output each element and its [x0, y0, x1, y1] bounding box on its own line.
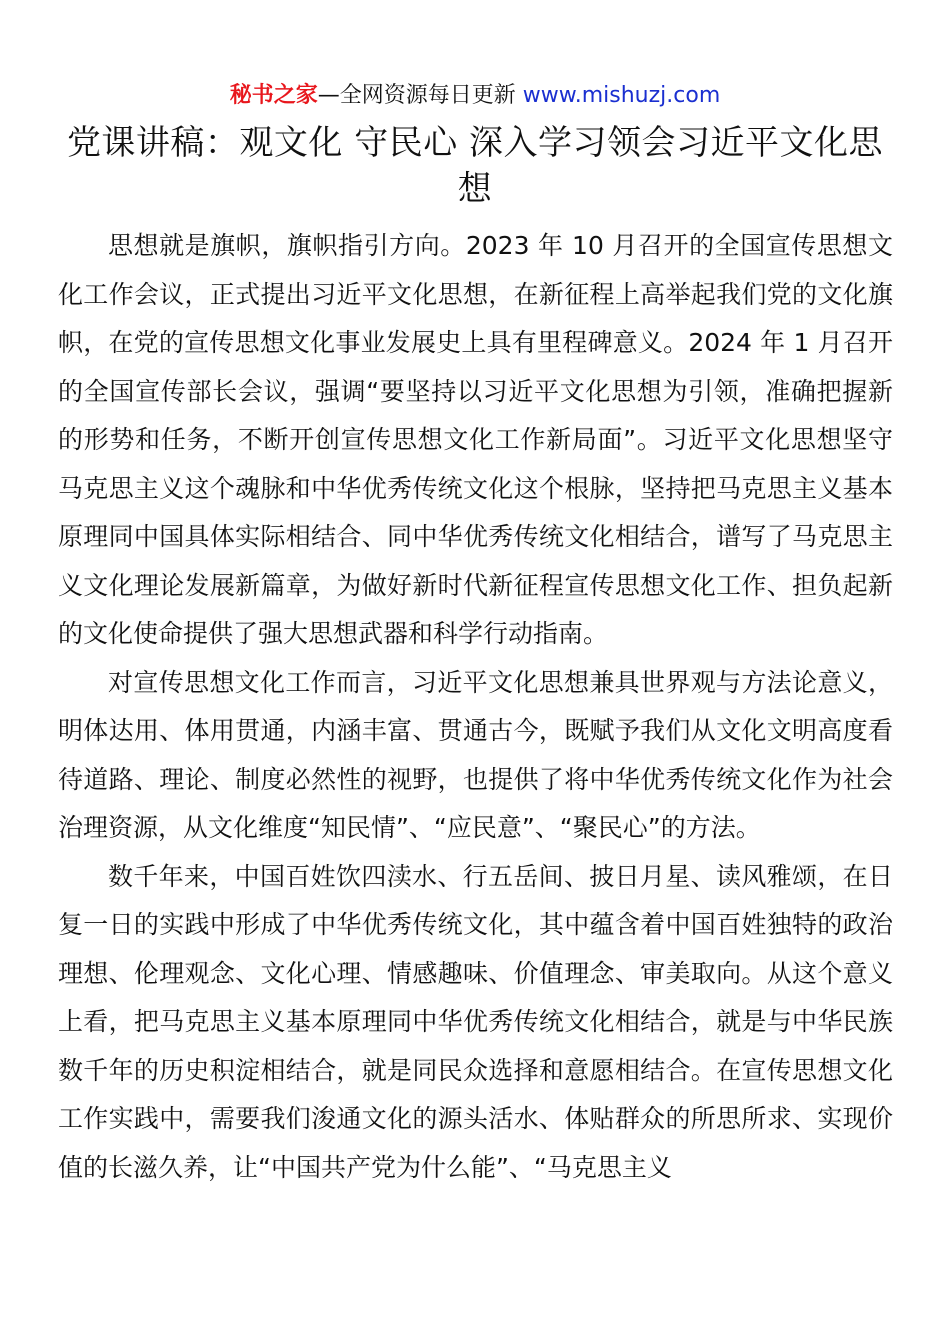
document-title: 党课讲稿：观文化 守民心 深入学习领会习近平文化思想 — [66, 123, 884, 209]
paragraph: 数千年来，中国百姓饮四渎水、行五岳间、披日月星、读风雅颂，在日复一日的实践中形成了中华优秀传统文化，其中蕴含着中国百姓独特的政治理想、伦理观念、文化心理、情感趣味、价值理念、审美取向。从这个意义上看，把马克思主义基本原理同中华优秀传统文化相结合，就是与中华民族数千年的历史积淀相结合，就是同民众选择和意愿相结合。在宣传思想文化工作实践中，需要我们浚通文化的源头活水、体贴群众的所思所求、实现价值的长滋久养，让“中国共产党为什么能”、“马克思主义 — [58, 861, 893, 1182]
paragraph: 对宣传思想文化工作而言，习近平文化思想兼具世界观与方法论意义，明体达用、体用贯通，内涵丰富、贯通古今，既赋予我们从文化文明高度看待道路、理论、制度必然性的视野，也提供了将中华优秀传统文化作为社会治理资源，从文化维度“知民情”、“应民意”、“聚民心”的方法。 — [58, 667, 893, 842]
site-header — [0, 80, 950, 112]
header-tagline: —全网资源每日更新 — [317, 83, 516, 108]
site-url-link[interactable]: www.mishuzj.com — [522, 83, 721, 108]
document-body — [58, 222, 893, 1192]
brand-name: 秘书之家 — [229, 83, 318, 108]
paragraph: 思想就是旗帜，旗帜指引方向。2023 年 10 月召开的全国宣传思想文化工作会议，正式提出习近平文化思想，在新征程上高举起我们党的文化旗帜，在党的宣传思想文化事业发展史上具有里程碑意义。2024 年 1 月召开的全国宣传部长会议，强调“要坚持以习近平文化思想为引领，准确把握新的形势和任务，不断开创宣传思想文化工作新局面”。习近平文化思想坚守马克思主义这个魂脉和中华优秀传统文化这个根脉，坚持把马克思主义基本原理同中国具体实际相结合、同中华优秀传统文化相结合，谱写了马克思主义文化理论发展新篇章，为做好新时代新征程宣传思想文化工作、担负起新的文化使命提供了强大思想武器和科学行动指南。 — [58, 231, 893, 648]
